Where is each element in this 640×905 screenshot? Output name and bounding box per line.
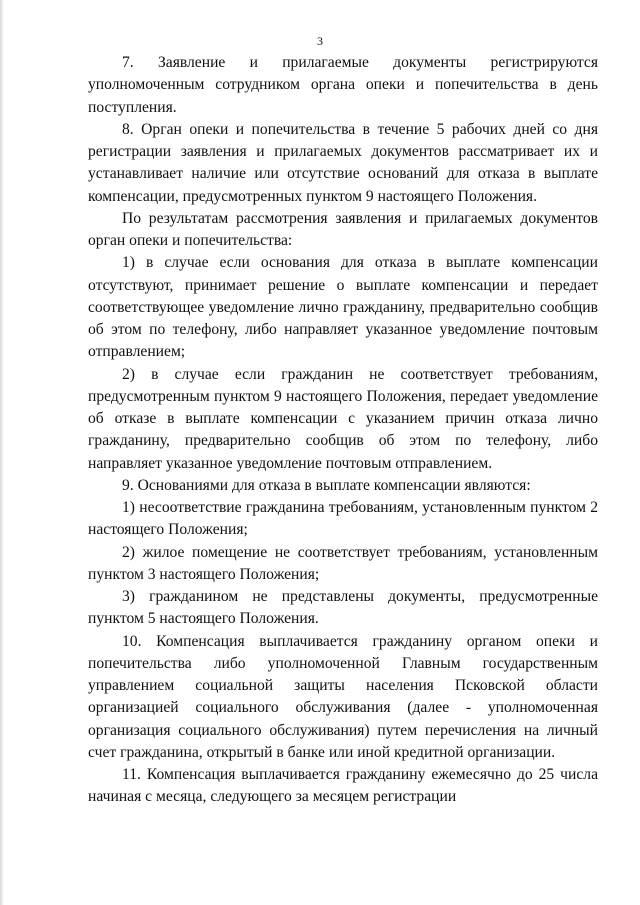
paragraph-10: 10. Компенсация выплачивается гражданину органом опеки и попечительства либо уполномоченной Главным государственным управлением социальной защиты населения Псковской области организацией социального обслуживания (далее - уполномоченная организация социального обслуживания) путем перечисления на личный счет гражданина, открытый в банке или иной кредитной организации.	[88, 632, 598, 761]
paragraph-review-item-1: 1) в случае если основания для отказа в выплате компенсации отсутствуют, принимает решение о выплате компенсации и передает соответствующее уведомление лично гражданину, предварительно сообщив об этом по телефону, либо направляет указанное уведомление почтовым отправлением;	[88, 254, 598, 361]
scan-edge	[0, 0, 4, 905]
page-number: 3	[317, 34, 323, 48]
paragraph-review-results: По результатам рассмотрения заявления и прилагаемых документов орган опеки и попечительства:	[88, 209, 598, 249]
paragraph-refusal-item-3: 3) гражданином не представлены документы, предусмотренные пунктом 5 настоящего Положения.	[88, 588, 598, 628]
paragraph-11: 11. Компенсация выплачивается гражданину ежемесячно до 25 числа начиная с месяца, следующего за месяцем регистрации	[88, 766, 598, 806]
paragraph-refusal-item-2: 2) жилое помещение не соответствует требованиям, установленным пунктом 3 настоящего Положения;	[88, 543, 598, 583]
paragraph-7: 7. Заявление и прилагаемые документы регистрируются уполномоченным сотрудником органа опеки и попечительства в день поступления.	[88, 54, 598, 116]
paragraph-9: 9. Основаниями для отказа в выплате компенсации являются:	[122, 476, 531, 494]
document-body	[88, 52, 598, 809]
paragraph-review-item-2: 2) в случае если гражданин не соответствует требованиям, предусмотренным пунктом 9 настоящего Положения, передает уведомление об отказе в выплате компенсации с указанием причин отказа лично гражданину, предварительно сообщив об этом по телефону, либо направляет указанное уведомление почтовым отправлением.	[88, 365, 598, 472]
paragraph-8: 8. Орган опеки и попечительства в течение 5 рабочих дней со дня регистрации заявления и прилагаемых документов рассматривает их и устанавливает наличие или отсутствие оснований для отказа в выплате компенсации, предусмотренных пунктом 9 настоящего Положения.	[88, 120, 598, 205]
paragraph-refusal-item-1: 1) несоответствие гражданина требованиям, установленным пунктом 2 настоящего Положения;	[88, 499, 598, 539]
